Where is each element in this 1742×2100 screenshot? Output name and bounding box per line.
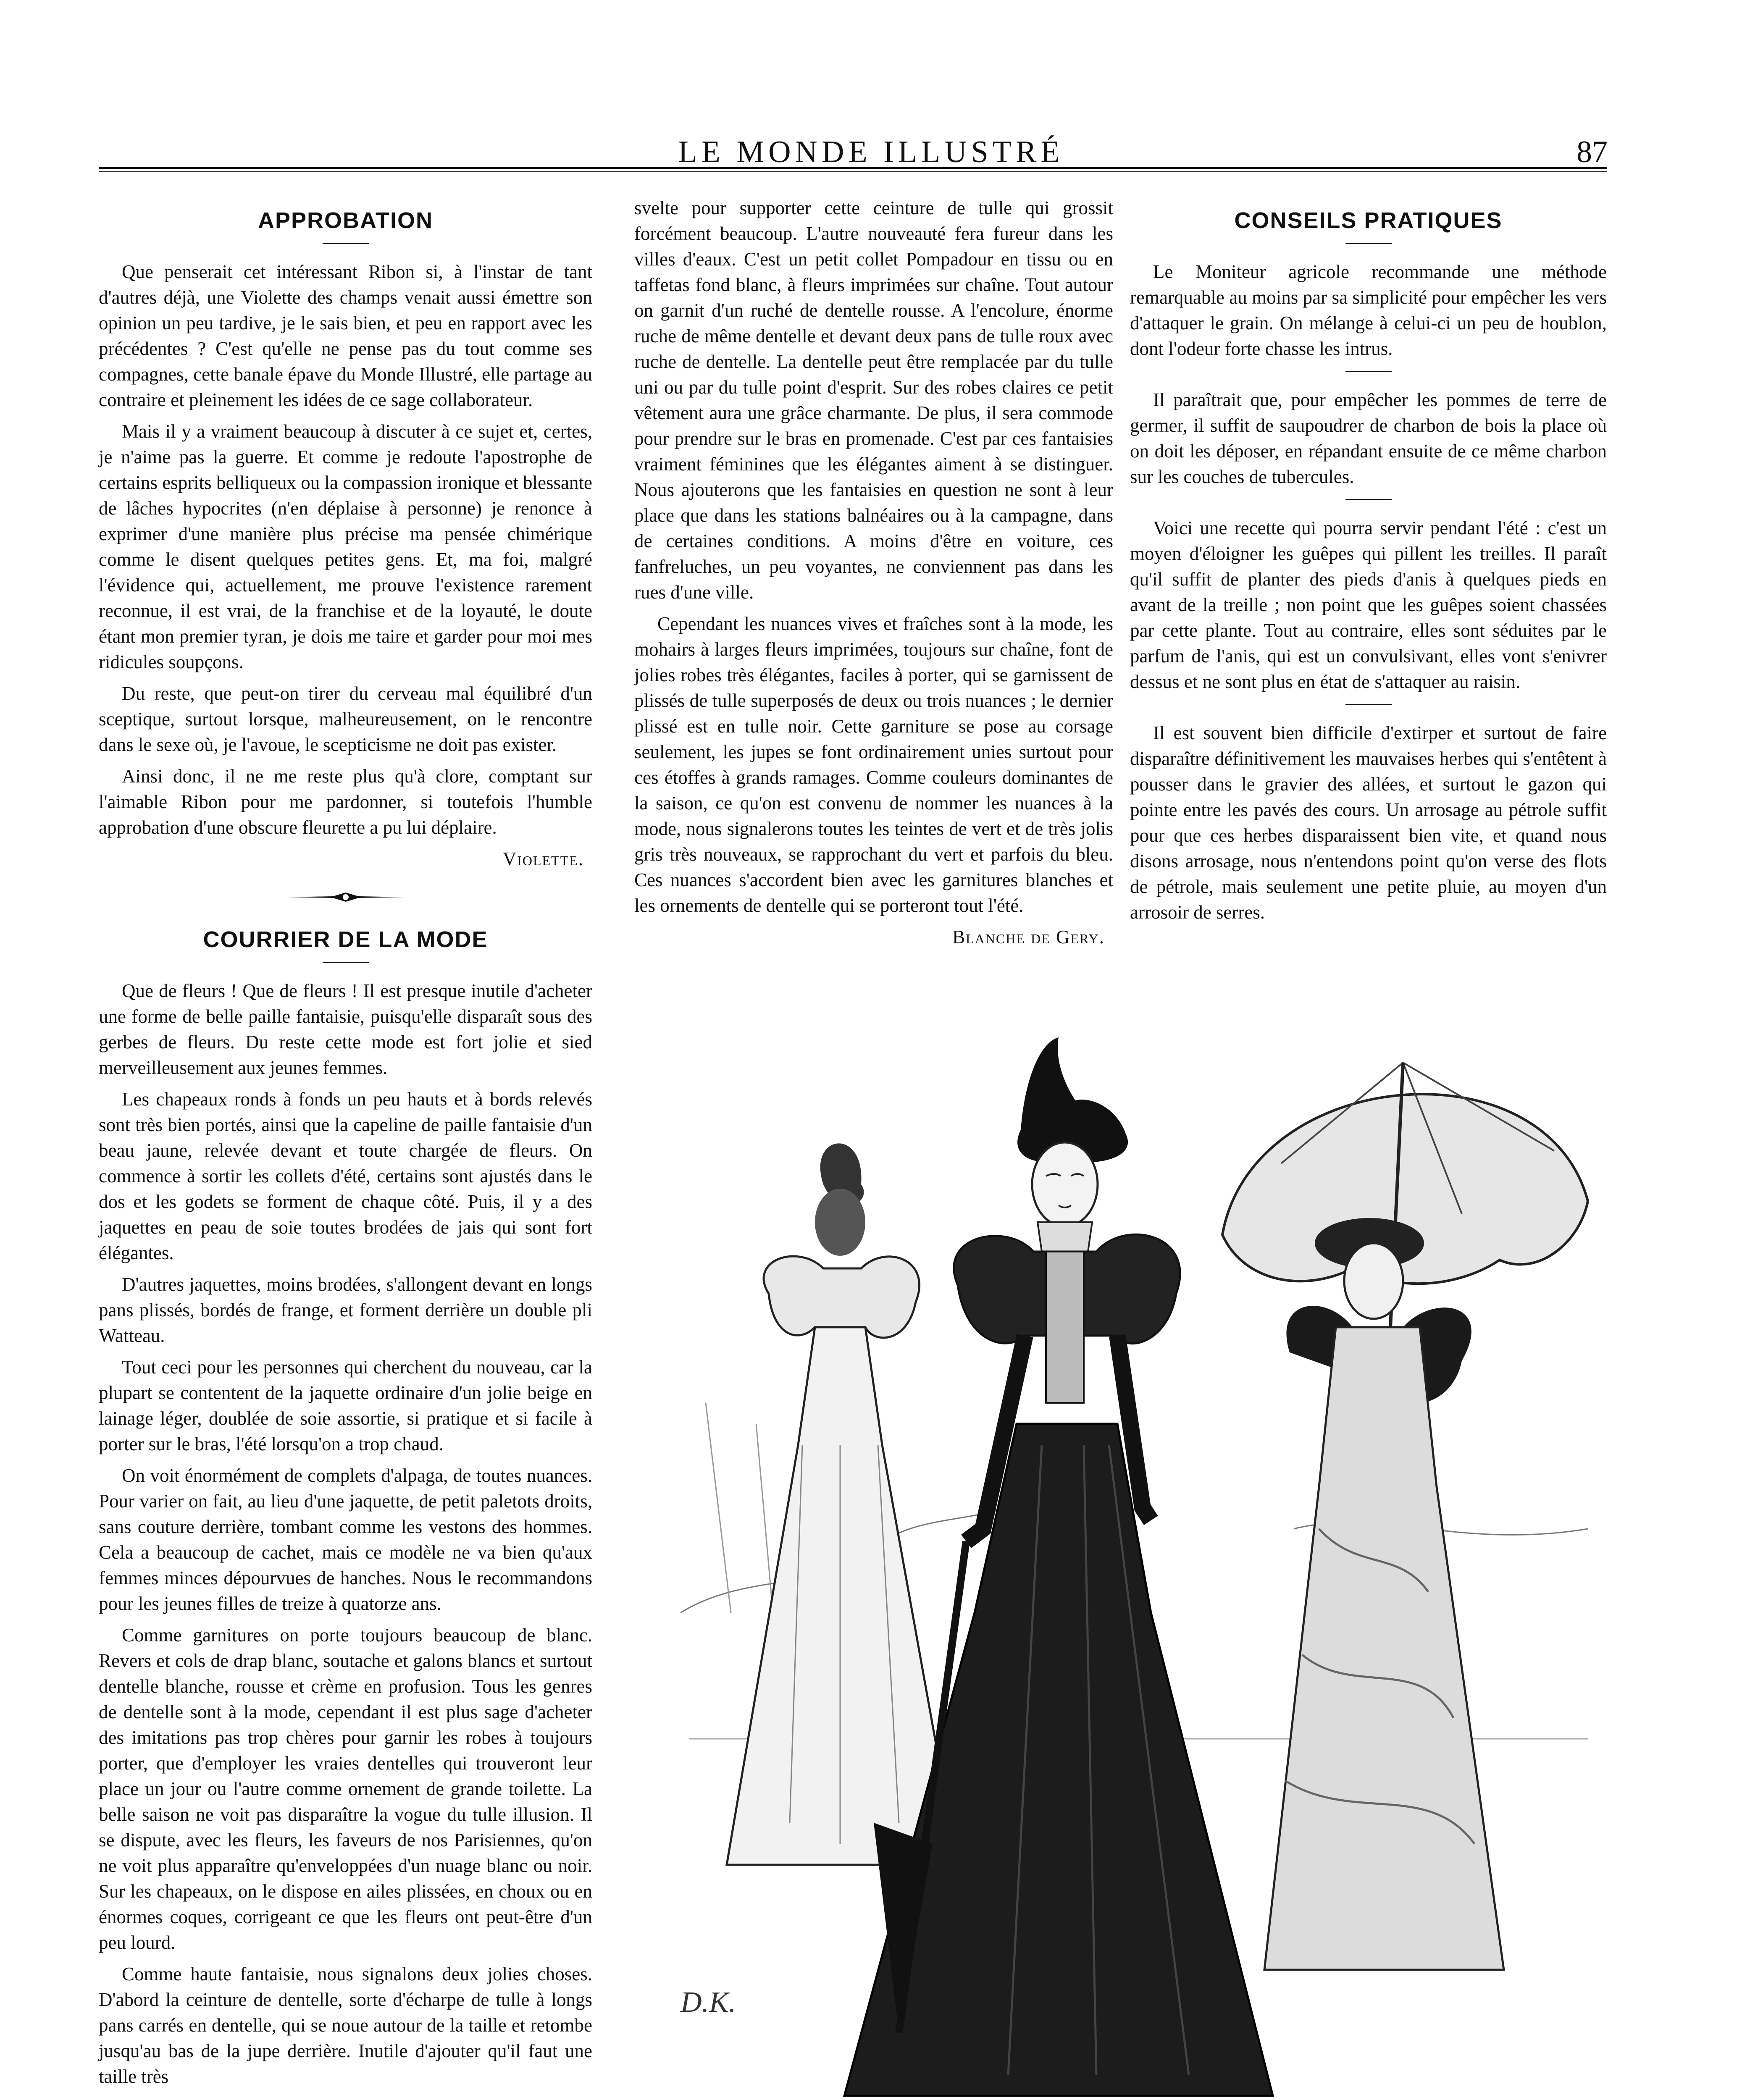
column-right xyxy=(1130,200,1607,931)
conseils-paragraph: Il paraîtrait que, pour empêcher les pommes de terre de germer, il suffit de saupoudrer de charbon de bois la place où on doit les déposer, en répandant ensuite de ce même charbon sur les couches de tubercules. xyxy=(1130,389,1607,487)
courrier-paragraph: On voit énormément de complets d'alpaga, de toutes nuances. Pour varier on fait, au lieu d'une jaquette, de petit paletots droits, sans couture derrière, tombant comme les vestons des hommes. Cela a beaucoup de cachet, mais ce modèle ne va bien qu'aux femmes minces dépourvues de hanches. Nous le recommandons pour les jeunes filles de treize à quatorze ans. xyxy=(99,1465,592,1614)
approbation-heading: APPROBATION xyxy=(257,208,433,233)
column-left xyxy=(99,200,592,2095)
artist-monogram: D.K. xyxy=(681,1986,736,2019)
ornament-divider xyxy=(99,885,592,910)
section-divider xyxy=(1345,371,1392,372)
approbation-paragraph: Du reste, que peut-on tirer du cerveau mal équilibré d'un sceptique, surtout lorsque, malheureusement, on le rencontre dans le sexe où, je l'avoue, le scepticisme ne doit pas exister. xyxy=(99,683,592,755)
fashion-plate-illustration xyxy=(664,1025,1605,2100)
newspaper-title: LE MONDE ILLUSTRÉ xyxy=(678,135,1064,169)
section-divider xyxy=(1345,499,1392,500)
approbation-paragraph: Mais il y a vraiment beaucoup à discuter à ce sujet et, certes, je n'aime pas la guerre. Et comme je redoute l'apostrophe de certains esprits belliqueux ou la compassion ironique et blessante de lâches hypocrites (n'en déplaise à personne) je renonce à exprimer d'une manière plus précise ma pensée chimérique comme le disent quelques petites gens. Et, ma foi, malgré l'évidence qui, actuellement, me prouve l'existence rarement reconnue, il est vrai, de la franchise et de la loyauté, le doute étant mon premier tyran, je dois me taire et garder pour moi mes ridicules soupçons. xyxy=(99,421,592,672)
heading-divider xyxy=(323,243,369,244)
conseils-paragraph: Le Moniteur agricole recommande une méthode remarquable au moins par sa simplicité pour empêcher les vers d'attaquer le grain. On mélange à celui-ci un peu de houblon, dont l'odeur forte chasse les intrus. xyxy=(1130,261,1607,359)
section-divider xyxy=(1345,704,1392,705)
courrier-paragraph: Les chapeaux ronds à fonds un peu hauts et à bords relevés sont très bien portés, ainsi que la capeline de paille fantaisie d'un beau jaune, relevée devant et toute chargée de fleurs. On commence à sortir les collets d'été, certains sont ajustés dans le dos et les godets se forment de chaque côté. Puis, il y a des jaquettes en peau de soie toutes brodées de jais qui sont fort élégantes. xyxy=(99,1089,592,1263)
courrier-signature: Blanche de Gery. xyxy=(952,927,1105,948)
approbation-paragraph: Que penserait cet intéressant Ribon si, à l'instar de tant d'autres déjà, une Violette des champs venait aussi émettre son opinion un peu tardive, je le sais bien, et peu en rapport avec les précédentes ? C'est qu'elle ne pense pas du tout comme ses compagnes, cette banale épave du Monde Illustré, elle partage au contraire et pleinement les idées de ce sage collaborateur. xyxy=(99,261,592,410)
heading-divider xyxy=(323,962,369,963)
courrier-paragraph: D'autres jaquettes, moins brodées, s'allongent devant en longs pans plissés, bordés de frange, et forment derrière un double pli Watteau. xyxy=(99,1274,592,1346)
figure-3-lace-dress xyxy=(1264,1218,1504,1970)
masthead xyxy=(0,134,1742,172)
courrier-continued-paragraph: Cependant les nuances vives et fraîches sont à la mode, les mohairs à larges fleurs imprimées, toujours sur chaîne, font de jolies robes très élégantes, faciles à porter, qui se garnissent de plissés de tulle superposés de deux ou trois nuances ; le dernier plissé est en tulle noir. Cette garniture se pose au corsage seulement, les jupes se font ordinairement unies surtout pour ces étoffes à grands ramages. Comme couleurs dominantes de la saison, ce qu'on est convenu de nommer les nuances à la mode, nous signalerons toutes les teintes de vert et de très jolis gris très nouveaux, se rapprochant du vert et parfois du bleu. Ces nuances s'accordent bien avec les garnitures blanches et les ornements de dentelle qui se porteront tout l'été. xyxy=(634,613,1113,916)
courrier-paragraph: Comme haute fantaisie, nous signalons deux jolies choses. D'abord la ceinture de dentelle, sorte d'écharpe de tulle à longs pans carrés en dentelle, qui se noue autour de la taille et retombe jusqu'au bas de la jupe derrière. Inutile d'ajouter qu'il faut une taille très xyxy=(99,1964,592,2087)
page-number: 87 xyxy=(1576,135,1608,169)
conseils-heading: CONSEILS PRATIQUES xyxy=(1234,208,1503,233)
column-middle xyxy=(634,195,1113,956)
figure-2-dark-dress xyxy=(844,1037,1273,2096)
heading-divider xyxy=(1345,243,1392,244)
courrier-paragraph: Comme garnitures on porte toujours beaucoup de blanc. Revers et cols de drap blanc, soutache et galons blancs et surtout dentelle blanche, rousse et crème en profusion. Tous les genres de dentelle sont à la mode, cependant il est plus sage d'acheter des imitations pas trop chères pour garnir les robes à toujours porter, que d'employer les vraies dentelles qui trouveront leur place un jour ou l'autre comme ornement de grande toilette. La belle saison ne voit pas disparaître la vogue du tulle illusion. Il se dispute, avec les fleurs, les faveurs de nos Parisiennes, qu'on ne voit plus apparaître qu'enveloppées d'un nuage blanc ou noir. Sur les chapeaux, on le dispose en ailes plissées, en choux ou en énormes coques, corrigeant ce que les fleurs ont peut-être d'un peu lourd. xyxy=(99,1625,592,1953)
conseils-paragraph: Voici une recette qui pourra servir pendant l'été : c'est un moyen d'éloigner les guêpes qui pillent les treilles. Il paraît qu'il suffit de planter des pieds d'anis à quelques pieds en avant de la treille ; non point que les guêpes soient chassées par cette plante. Tout au contraire, elles sont séduites par le parfum de l'anis, qui est un convulsivant, elles vont s'enivrer dessus et ne sont plus en état de s'attaquer au raisin. xyxy=(1130,517,1607,692)
approbation-signature: Violette. xyxy=(502,848,584,869)
courrier-paragraph: Que de fleurs ! Que de fleurs ! Il est presque inutile d'acheter une forme de belle paille fantaisie, puisqu'elle disparaît sous des gerbes de fleurs. Du reste cette mode est fort jolie et sied merveilleusement aux jeunes femmes. xyxy=(99,980,592,1078)
courrier-heading: COURRIER DE LA MODE xyxy=(203,927,488,952)
approbation-paragraph: Ainsi donc, il ne me reste plus qu'à clore, comptant sur l'aimable Ribon pour me pardonner, si toutefois l'humble approbation d'une obscure fleurette a pu lui déplaire. xyxy=(99,766,592,838)
conseils-paragraph: Il est souvent bien difficile d'extirper et surtout de faire disparaître définitivement les mauvaises herbes qui s'entêtent à pousser dans le gravier des allées, et surtout le gazon qui pointe entre les pavés des cours. Un arrosage au pétrole suffit pour que ces herbes disparaissent bien vite, et quand nous disons arrosage, nous n'entendons point qu'on verse des flots de pétrole, mais seulement une petite pluie, au moyen d'un arrosoir de serres. xyxy=(1130,722,1607,923)
courrier-continued-paragraph: svelte pour supporter cette ceinture de tulle qui grossit forcément beaucoup. L'autre nouveauté fera fureur dans les villes d'eaux. C'est un petit collet Pompadour en tissu ou en taffetas fond blanc, à fleurs imprimées sur chaîne. Tout autour on garnit d'un ruché de dentelle rousse. A l'encolure, énorme ruche de même dentelle et devant deux pans de tulle roux avec ruche de dentelle. La dentelle peut être remplacée par du tulle uni ou par du tulle point d'esprit. Sur des robes claires ce petit vêtement aura une grâce charmante. De plus, il sera commode pour prendre sur le bras en promenade. C'est par ces fantaisies vraiment féminines que les élégantes aiment à se distinguer. Nous ajouterons que les fantaisies en question ne sont à leur place que dans les stations balnéaires ou à la campagne, dans de certaines conditions. A moins d'être en voiture, ces fanfreluches, un peu voyantes, ne conviennent pas dans les rues d'une ville. xyxy=(634,197,1113,603)
courrier-paragraph: Tout ceci pour les personnes qui cherchent du nouveau, car la plupart se contentent de la jaquette ordinaire d'un jolie beige en lainage léger, doublée de soie assortie, si pratique et si facile à porter sur le bras, l'été lorsqu'on a trop chaud. xyxy=(99,1357,592,1454)
figure-1-light-dress xyxy=(727,1143,958,1865)
header-rule xyxy=(99,167,1607,172)
